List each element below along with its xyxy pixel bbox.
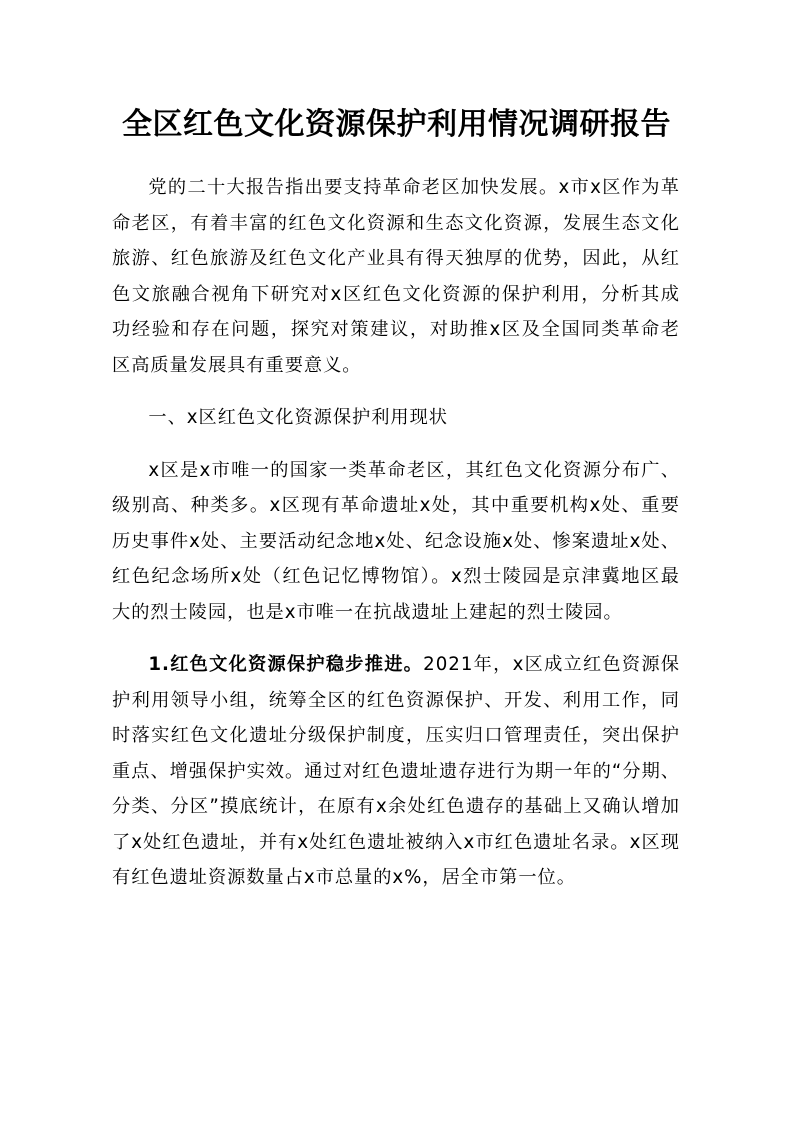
intro-paragraph: 党的二十大报告指出要支持革命老区加快发展。x市x区作为革命老区，有着丰富的红色文化资源和生态文化资源，发展生态文化旅游、红色旅游及红色文化产业具有得天独厚的优势，因此，从红色文旅融合视角下研究对x区红色文化资源的保护利用，分析其成功经验和存在问题，探究对策建议，对助推x区及全国同类革命老区高质量发展具有重要意义。 xyxy=(112,177,680,376)
item-text: 2021年，x区成立红色资源保护利用领导小组，统筹全区的红色资源保护、开发、利用工作，同时落实红色文化遗址分级保护制度，压实归口管理责任，突出保护重点、增强保护实效。通过对红色遗址遗存进行为期一年的“分期、分类、分区”摸底统计，在原有x余处红色遗存的基础上又确认增加了x处红色遗址，并有x处红色遗址被纳入x市红色遗址名录。x区现有红色遗址资源数量占x市总量的x%，居全市第一位。 xyxy=(112,654,680,888)
document-body xyxy=(112,170,680,913)
section-paragraph: x区是x市唯一的国家一类革命老区，其红色文化资源分布广、级别高、种类多。x区现有革命遗址x处，其中重要机构x处、重要历史事件x处、主要活动纪念地x处、纪念设施x处、惨案遗址x处、红色纪念场所x处（红色记忆博物馆）。x烈士陵园是京津冀地区最大的烈士陵园，也是x市唯一在抗战遗址上建起的烈士陵园。 xyxy=(112,459,680,623)
item-title: 1.红色文化资源保护稳步推进。 xyxy=(148,654,424,675)
item-paragraph xyxy=(112,647,680,896)
document-title: 全区红色文化资源保护利用情况调研报告 xyxy=(122,107,671,142)
section-heading: 一、x区红色文化资源保护利用现状 xyxy=(148,407,448,428)
